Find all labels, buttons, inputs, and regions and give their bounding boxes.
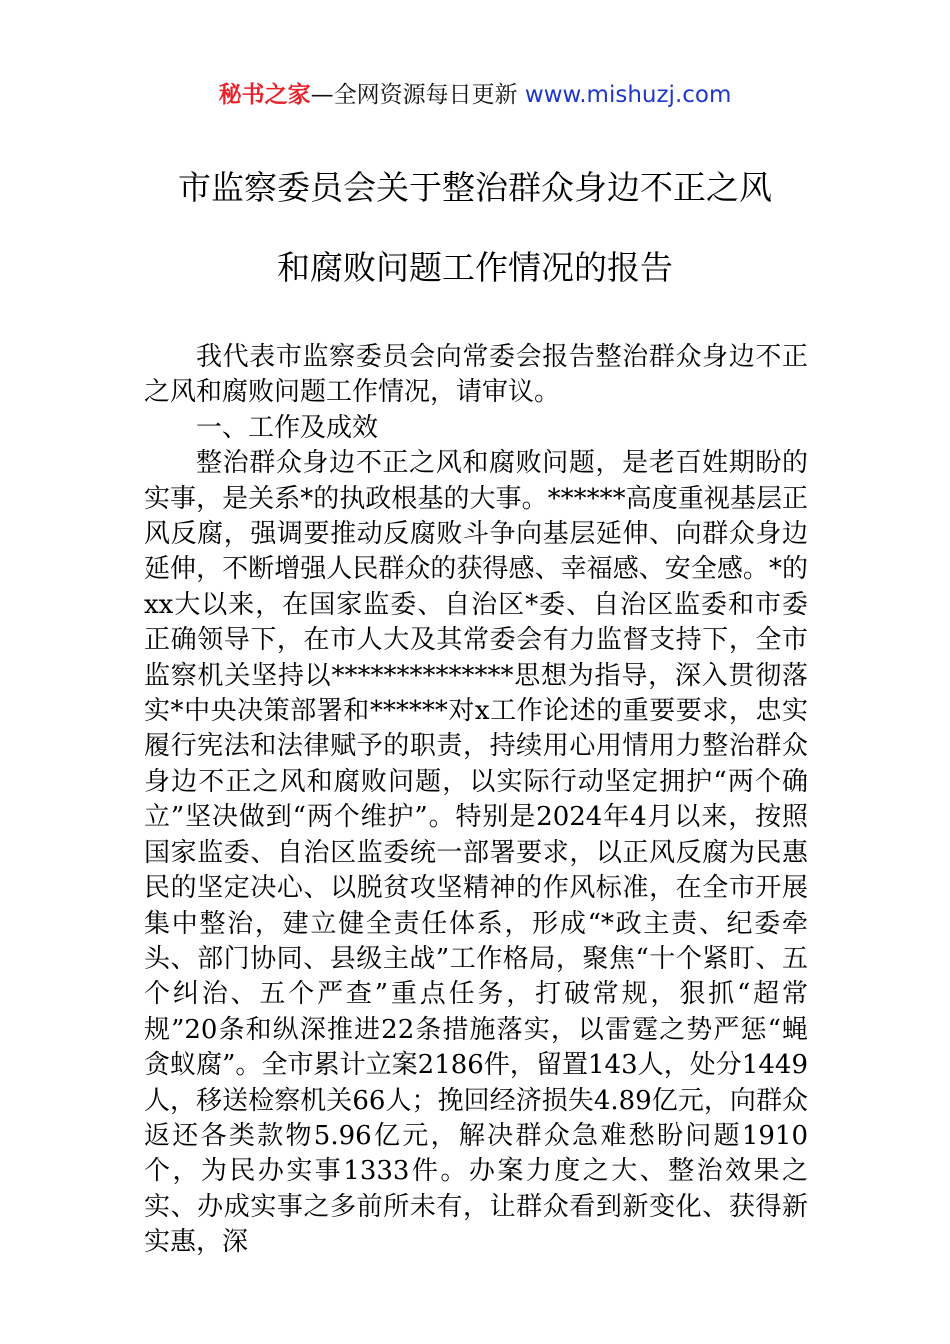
title-line-2: 和腐败问题工作情况的报告 <box>277 248 673 287</box>
site-header <box>0 78 950 112</box>
site-brand: 秘书之家 <box>218 82 311 108</box>
site-slogan: —全网资源每日更新 <box>310 82 525 108</box>
paragraph-intro: 我代表市监察委员会向常委会报告整治群众身边不正之风和腐败问题工作情况，请审议。 <box>144 342 808 408</box>
site-url-link[interactable]: www.mishuzj.com <box>524 82 732 108</box>
document-body <box>144 340 808 1261</box>
section-heading: 一、工作及成效 <box>196 412 379 443</box>
title-line-1: 市监察委员会关于整治群众身边不正之风 <box>178 168 772 207</box>
document-title <box>120 148 830 308</box>
paragraph-main: 整治群众身边不正之风和腐败问题，是老百姓期盼的实事，是关系*的执政根基的大事。******高度重视基层正风反腐，强调要推动反腐败斗争向基层延伸、向群众身边延伸，不断增强人民群众的获得感、幸福感、安全感。*的xx大以来，在国家监委、自治区*委、自治区监委和市委正确领导下，在市人大及其常委会有力监督支持下，全市监察机关坚持以**************思想为指导，深入贯彻落实*中央决策部署和******对x工作论述的重要要求，忠实履行宪法和法律赋予的职责，持续用心用情用力整治群众身边不正之风和腐败问题，以实际行动坚定拥护“两个确立”坚决做到“两个维护”。特别是2024年4月以来，按照国家监委、自治区监委统一部署要求，以正风反腐为民惠民的坚定决心、以脱贫攻坚精神的作风标准，在全市开展集中整治，建立健全责任体系，形成“*政主责、纪委牵头、部门协同、县级主战”工作格局，聚焦“十个紧盯、五个纠治、五个严查”重点任务，打破常规，狠抓“超常规”20条和纵深推进22条措施落实，以雷霆之势严惩“蝇贪蚁腐”。全市累计立案2186件，留置143人，处分1449人，移送检察机关66人；挽回经济损失4.89亿元，向群众返还各类款物5.96亿元，解决群众急难愁盼问题1910个，为民办实事1333件。办案力度之大、整治效果之实、办成实事之多前所未有，让群众看到新变化、获得新实惠，深 <box>144 448 808 1258</box>
